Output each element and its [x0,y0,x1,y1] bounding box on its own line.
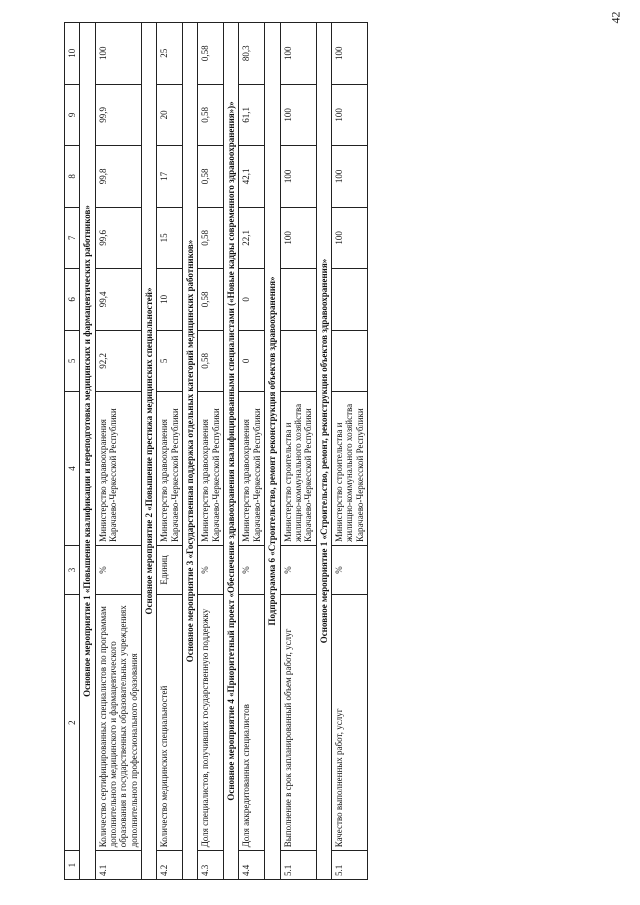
table-cell: 92,2 [95,330,141,392]
column-header: 5 [65,330,80,392]
table-cell [331,269,367,331]
table-cell: Выполнение в срок запланированный объем работ, услуг [280,595,316,851]
table-row [157,23,183,880]
table-cell: 100 [280,146,316,208]
table-cell: 42,1 [239,146,265,208]
section-row [316,23,331,880]
table-cell: 10 [157,269,183,331]
section-title: Основное мероприятие 3 «Государственная поддержка отдельных категорий медицинских работников» [183,23,198,880]
section-row [265,23,280,880]
table-cell: 100 [331,146,367,208]
table-cell: 100 [331,207,367,269]
indicators-table [64,22,368,880]
table-cell: Единиц [157,545,183,594]
table-cell: Доля специалистов, получивших государственную поддержку [198,595,224,851]
table-row [198,23,224,880]
column-header: 10 [65,23,80,85]
table-cell: Министерство здравоохранения Карачаево-Черкесской Республики [239,392,265,546]
table-cell [280,269,316,331]
table-cell: Доля аккредитованных специалистов [239,595,265,851]
table-cell: 80,3 [239,23,265,85]
table-cell: 4.2 [157,851,183,880]
table-cell: Качество выполненных работ, услуг [331,595,367,851]
rotated-table-container [64,22,624,880]
table-cell: 17 [157,146,183,208]
table-cell: Количество медицинских специальностей [157,595,183,851]
column-header: 7 [65,207,80,269]
table-cell [331,330,367,392]
table-cell: Министерство строительства и жилищно-коммунального хозяйства Карачаево-Черкесской Республики [280,392,316,546]
table-row [239,23,265,880]
table-cell: % [198,545,224,594]
section-row [183,23,198,880]
header-row [65,23,80,880]
table-cell: 99,6 [95,207,141,269]
table-cell: 99,8 [95,146,141,208]
column-header: 6 [65,269,80,331]
table-cell: 0,58 [198,23,224,85]
table-cell: 0,58 [198,269,224,331]
page-number: 42 [608,11,623,24]
table-cell: 61,1 [239,84,265,146]
table-cell: 4.3 [198,851,224,880]
section-title: Основное мероприятие 2 «Повышение престижа медицинских специальностей» [142,23,157,880]
section-title: Основное мероприятие 4 «Приоритетный проект «Обеспечение здравоохранения квалифицированными специалистами («Новые кадры современного здравоохранения»)» [224,23,239,880]
table-cell: 0,58 [198,207,224,269]
table-cell: 99,4 [95,269,141,331]
table-cell: 5.1 [280,851,316,880]
table-cell: 100 [280,23,316,85]
table-cell: Министерство здравоохранения Карачаево-Черкесской Республики [157,392,183,546]
table-cell: Министерство строительства и жилищно-коммунального хозяйства Карачаево-Черкесской Республики [331,392,367,546]
table-cell: 100 [280,84,316,146]
table-cell: 100 [331,23,367,85]
table-cell: 0 [239,330,265,392]
section-title: Основное мероприятие 1 «Повышение квалификации и переподготовка медицинских и фармацевтических работников» [80,23,95,880]
table-cell: 99,9 [95,84,141,146]
table-cell: % [239,545,265,594]
table-cell: 5.1 [331,851,367,880]
table-cell: 100 [331,84,367,146]
column-header: 9 [65,84,80,146]
table-cell: 0,58 [198,330,224,392]
column-header: 1 [65,851,80,880]
table-cell: 100 [95,23,141,85]
table-cell: 25 [157,23,183,85]
table-cell: 22,1 [239,207,265,269]
table-cell: 15 [157,207,183,269]
table-cell: 20 [157,84,183,146]
table-cell: % [280,545,316,594]
table-cell: 5 [157,330,183,392]
section-row [224,23,239,880]
table-cell: 4.4 [239,851,265,880]
column-header: 8 [65,146,80,208]
table-cell: Министерство здравоохранения Карачаево-Черкесской Республики [198,392,224,546]
table-row [331,23,367,880]
table-cell [280,330,316,392]
column-header: 3 [65,545,80,594]
table-cell: Министерство здравоохранения Карачаево-Черкесской Республики [95,392,141,546]
section-row [80,23,95,880]
table-row [95,23,141,880]
section-title: Основное мероприятие 1 «Строительство, ремонт, реконструкция объектов здравоохранения» [316,23,331,880]
table-cell: 100 [280,207,316,269]
column-header: 4 [65,392,80,546]
table-cell: 4.1 [95,851,141,880]
table-cell: 0 [239,269,265,331]
section-title: Подпрограмма 6 «Строительство, ремонт реконструкция объектов здравоохранения» [265,23,280,880]
table-cell: Количество сертифицированных специалистов по программам дополнительного медицинского и фармацевтического образования в государственных образовательных учреждениях дополнительного профессионального образования [95,595,141,851]
table-cell: 0,58 [198,84,224,146]
section-row [142,23,157,880]
table-cell: % [95,545,141,594]
column-header: 2 [65,595,80,851]
table-cell: 0,58 [198,146,224,208]
table-cell: % [331,545,367,594]
table-row [280,23,316,880]
